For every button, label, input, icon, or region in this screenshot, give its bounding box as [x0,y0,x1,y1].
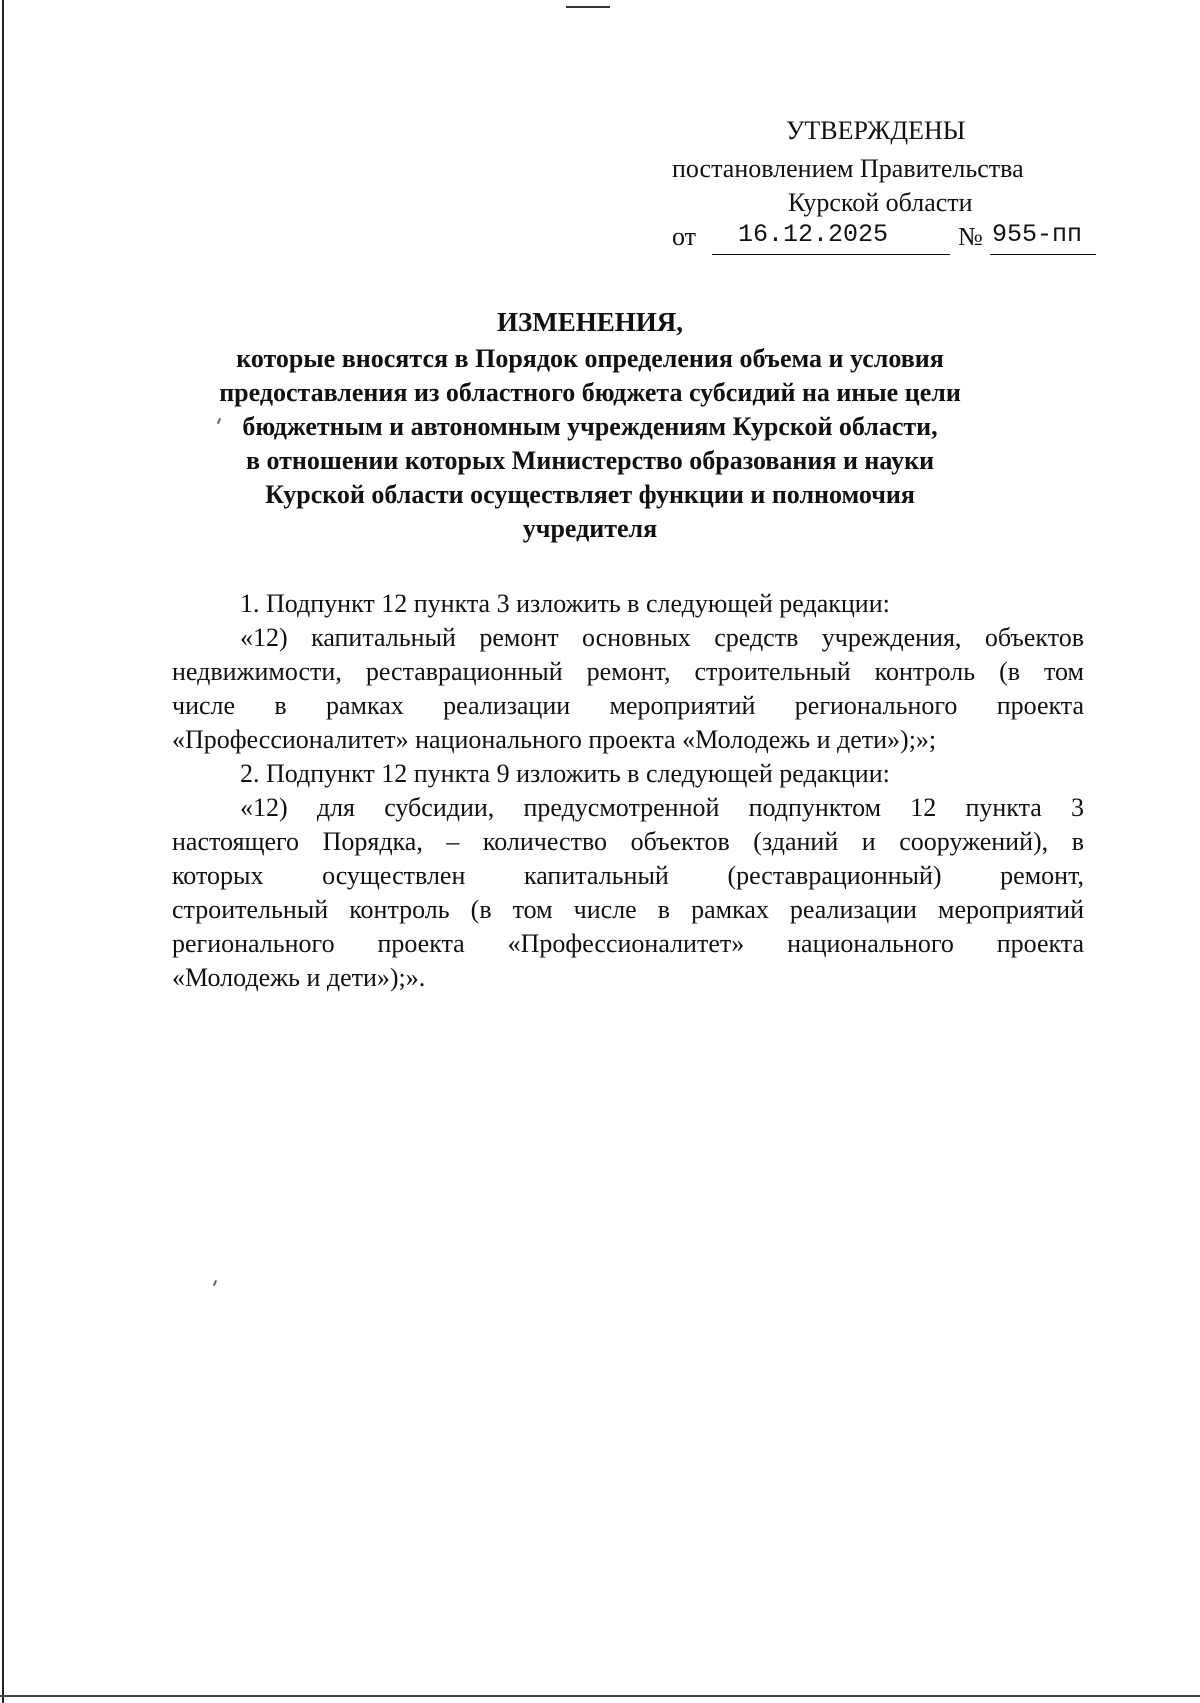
quoted-text-line: числе в рамках реализации мероприятий регионального проекта [172,691,1084,720]
scan-top-mark [566,6,610,8]
document-title: ИЗМЕНЕНИЯ, [496,307,683,337]
subtitle-line: предоставления из областного бюджета субсидий на иные цели [219,378,961,407]
quoted-text-line: недвижимости, реставрационный ремонт, строительный контроль (в том [172,657,1084,686]
quoted-text-line: которых осуществлен капитальный (реставрационный) ремонт, [172,861,1084,890]
subtitle-line: бюджетным и автономным учреждениям Курской области, [242,412,938,441]
approval-authority: постановлением Правительства [672,154,1024,183]
number-prefix: № [958,222,983,251]
scan-speck [213,1280,217,1286]
quoted-text-line: «12) капитальный ремонт основных средств учреждения, объектов [240,623,1084,652]
quoted-text-line: «12) для субсидии, предусмотренной подпунктом 12 пункта 3 [240,793,1084,822]
quoted-text-line: «Молодежь и дети»);». [172,963,426,992]
quoted-text-line: настоящего Порядка, – количество объектов (зданий и сооружений), в [172,827,1084,856]
approval-number: 955-пп [992,220,1083,249]
number-field [990,220,1096,255]
subtitle-line: Курской области осуществляет функции и полномочия [265,480,915,509]
quoted-text-line: «Профессионалитет» национального проекта «Молодежь и дети»);»; [172,725,937,754]
document-body [172,587,1084,995]
paragraph-item-1: 1. Подпункт 12 пункта 3 изложить в следующей редакции: [240,589,890,618]
scan-bottom-edge [0,1695,1200,1697]
subtitle-line: которые вносятся в Порядок определения объема и условия [236,344,944,373]
document-heading [180,305,1000,546]
paragraph-item-2: 2. Подпункт 12 пункта 9 изложить в следующей редакции: [240,759,890,788]
quoted-text-line: регионального проекта «Профессионалитет» национального проекта [172,929,1084,958]
scan-left-edge [2,0,4,1703]
approval-region: Курской области [788,188,973,217]
approval-title: УТВЕРЖДЕНЫ [786,116,966,145]
subtitle-line: в отношении которых Министерство образования и науки [245,446,935,475]
approval-date: 16.12.2025 [738,220,889,249]
date-prefix: от [672,222,697,251]
date-field [712,220,950,255]
quoted-text-line: строительный контроль (в том числе в рамках реализации мероприятий [172,895,1084,924]
subtitle-line: учредителя [522,514,658,543]
